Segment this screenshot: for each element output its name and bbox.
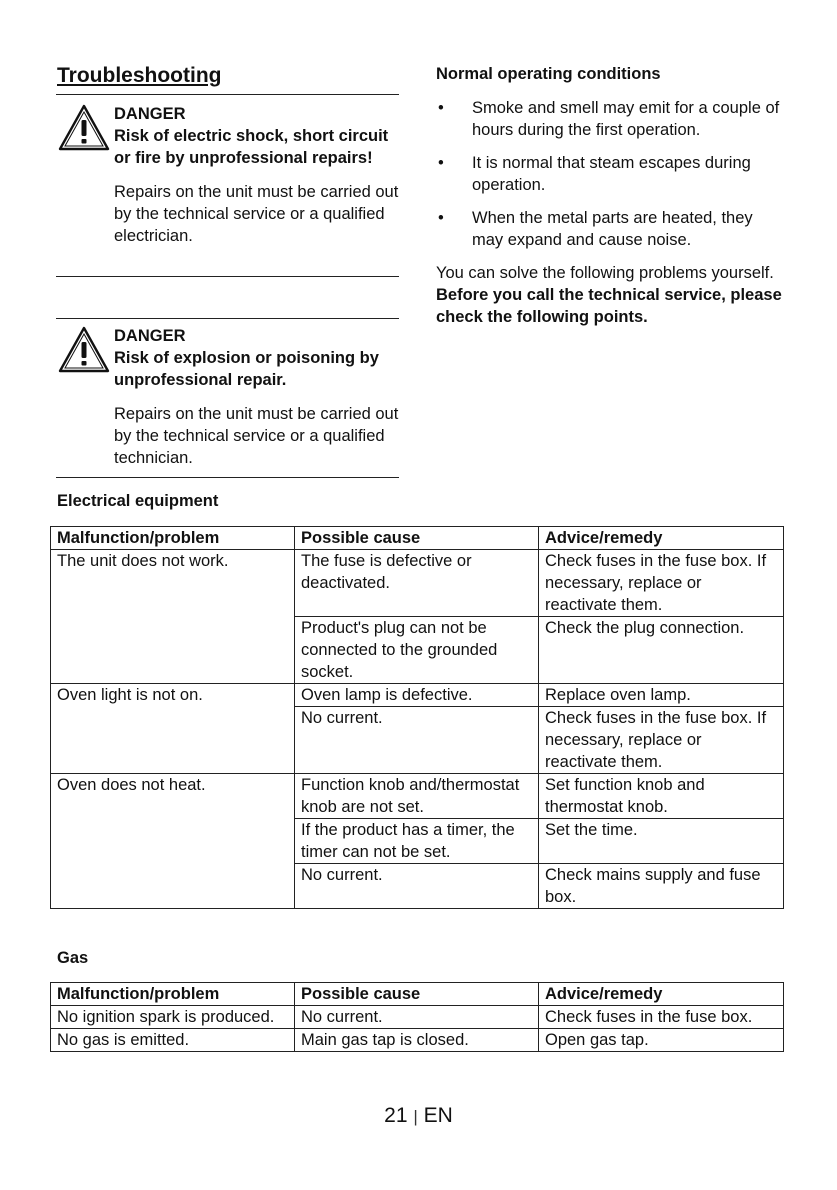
- table-row: [51, 1029, 784, 1052]
- table-row: [51, 550, 784, 617]
- danger-label: DANGER: [114, 105, 186, 123]
- column-header: Possible cause: [295, 527, 539, 550]
- remedy-cell: Check the plug connection.: [539, 617, 784, 684]
- section-heading-electrical: Electrical equipment: [57, 492, 219, 510]
- divider: [56, 94, 399, 95]
- danger-body: Repairs on the unit must be carried out by the technical service or a qualified electrician.: [114, 183, 399, 245]
- intro-paragraph: You can solve the following problems yourself. Before you call the technical service, please check the following points.: [436, 264, 782, 326]
- electrical-table: [50, 526, 784, 909]
- page-number: 21 | EN: [384, 1104, 453, 1127]
- remedy-cell: Set function knob and thermostat knob.: [539, 774, 784, 819]
- warning-triangle-icon: [58, 325, 110, 373]
- list-item: • It is normal that steam escapes during operation.: [438, 154, 751, 194]
- cause-cell: No current.: [295, 864, 539, 909]
- section-heading: Normal operating conditions: [436, 65, 661, 83]
- problem-cell: No gas is emitted.: [51, 1029, 295, 1052]
- section-heading-gas: Gas: [57, 949, 89, 967]
- problem-cell: Oven does not heat.: [51, 774, 295, 909]
- danger-heading: Risk of explosion or poisoning by unprofessional repair.: [114, 349, 379, 389]
- remedy-cell: Check fuses in the fuse box. If necessary, replace or reactivate them.: [539, 550, 784, 617]
- cause-cell: Oven lamp is defective.: [295, 684, 539, 707]
- column-header: Malfunction/problem: [51, 983, 295, 1006]
- page-title: Troubleshooting: [57, 64, 222, 87]
- danger-block-gas: [114, 325, 404, 469]
- divider: [56, 318, 399, 319]
- problem-cell: The unit does not work.: [51, 550, 295, 684]
- list-item: • When the metal parts are heated, they may expand and cause noise.: [438, 209, 753, 249]
- cause-cell: No current.: [295, 707, 539, 774]
- table-row: [51, 684, 784, 707]
- cause-cell: The fuse is defective or deactivated.: [295, 550, 539, 617]
- list-item: • Smoke and smell may emit for a couple of hours during the first operation.: [438, 99, 780, 139]
- divider: [56, 276, 399, 277]
- remedy-cell: Open gas tap.: [539, 1029, 784, 1052]
- danger-heading: Risk of electric shock, short circuit or fire by unprofessional repairs!: [114, 127, 389, 167]
- table-header-row: [51, 983, 784, 1006]
- problem-cell: Oven light is not on.: [51, 684, 295, 774]
- cause-cell: If the product has a timer, the timer can not be set.: [295, 819, 539, 864]
- table-header-row: [51, 527, 784, 550]
- column-header: Advice/remedy: [539, 983, 784, 1006]
- normal-operating-section: [436, 63, 786, 328]
- cause-cell: Main gas tap is closed.: [295, 1029, 539, 1052]
- remedy-cell: Check fuses in the fuse box.: [539, 1006, 784, 1029]
- table-row: [51, 1006, 784, 1029]
- remedy-cell: Set the time.: [539, 819, 784, 864]
- danger-body: Repairs on the unit must be carried out by the technical service or a qualified technician.: [114, 405, 399, 467]
- gas-table: [50, 982, 784, 1052]
- warning-triangle-icon: [58, 103, 110, 151]
- table-row: [51, 774, 784, 819]
- danger-block-electric: [114, 103, 404, 247]
- cause-cell: No current.: [295, 1006, 539, 1029]
- remedy-cell: Replace oven lamp.: [539, 684, 784, 707]
- remedy-cell: Check mains supply and fuse box.: [539, 864, 784, 909]
- cause-cell: Product's plug can not be connected to the grounded socket.: [295, 617, 539, 684]
- divider: [56, 477, 399, 478]
- cause-cell: Function knob and/thermostat knob are not set.: [295, 774, 539, 819]
- remedy-cell: Check fuses in the fuse box. If necessary, replace or reactivate them.: [539, 707, 784, 774]
- danger-label: DANGER: [114, 327, 186, 345]
- column-header: Advice/remedy: [539, 527, 784, 550]
- problem-cell: No ignition spark is produced.: [51, 1006, 295, 1029]
- column-header: Malfunction/problem: [51, 527, 295, 550]
- column-header: Possible cause: [295, 983, 539, 1006]
